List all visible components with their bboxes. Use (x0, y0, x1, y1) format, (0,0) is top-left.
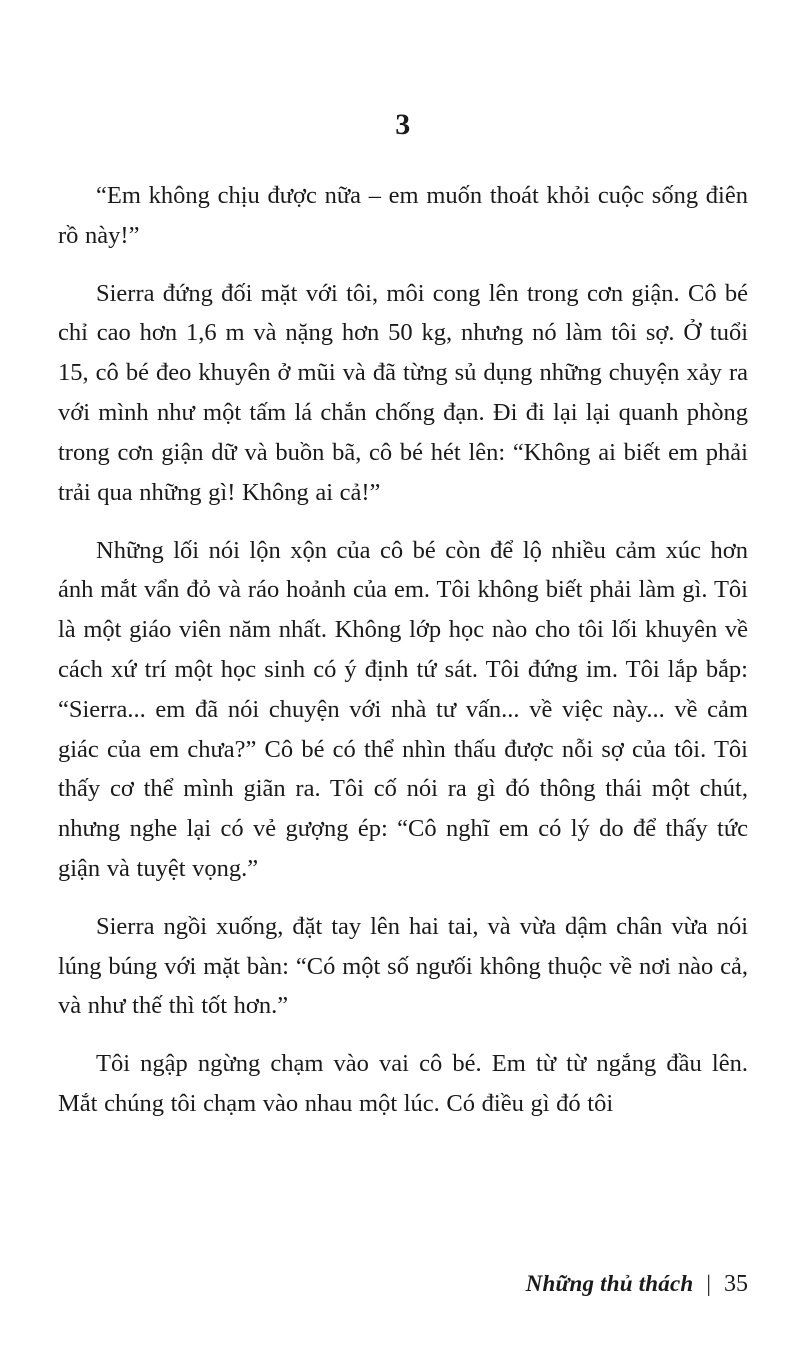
paragraph: Những lối nói lộn xộn của cô bé còn để lộ nhiều cảm xúc hơn ánh mắt vẩn đỏ và ráo hoảnh của em. Tôi không biết phải làm gì. Tôi là một giáo viên năm nhất. Không lớp học nào cho tôi lối khuyên về cách xứ trí một học sinh có ý định tứ sát. Tôi đứng im. Tôi lắp bắp: “Sierra... em đã nói chuyện với nhà tư vấn... về việc này... về cảm giác của em chưa?” Cô bé có thể nhìn thấu được nỗi sợ của tôi. Tôi thấy cơ thể mình giãn ra. Tôi cố nói ra gì đó thông thái một chút, nhưng nghe lại có vẻ gượng ép: “Cô nghĩ em có lý do để thấy tức giận và tuyệt vọng.” (58, 536, 748, 882)
paragraph: Sierra ngồi xuống, đặt tay lên hai tai, và vừa dậm chân vừa nói lúng búng với mặt bàn: “Có một số ngưối không thuộc về nơi nào cả, và như thế thì tốt hơn.” (58, 912, 748, 1020)
page-content (58, 108, 748, 1126)
footer-separator: | (706, 1271, 711, 1296)
footer-book-title: Những thủ thách (525, 1271, 694, 1296)
chapter-number: 3 (395, 108, 411, 141)
paragraph: Tôi ngập ngừng chạm vào vai cô bé. Em từ từ ngắng đầu lên. Mắt chúng tôi chạm vào nhau một lúc. Có điều gì đó tôi (58, 1050, 748, 1118)
paragraph: Sierra đứng đối mặt với tôi, môi cong lên trong cơn giận. Cô bé chỉ cao hơn 1,6 m và nặng hơn 50 kg, nhưng nó làm tôi sợ. Ở tuổi 15, cô bé đeo khuyên ở mũi và đã từng sủ dụng những chuyện xảy ra với mình như một tấm lá chắn chống đạn. Đi đi lại lại quanh phòng trong cơn giận dữ và buồn bã, cô bé hét lên: “Không ai biết em phải trải qua những gì! Không ai cả!” (58, 279, 748, 506)
paragraph: “Em không chịu được nữa – em muốn thoát khỏi cuộc sống điên rồ này!” (58, 182, 748, 249)
footer-page-number: 35 (724, 1271, 748, 1297)
page-footer (526, 1271, 748, 1298)
